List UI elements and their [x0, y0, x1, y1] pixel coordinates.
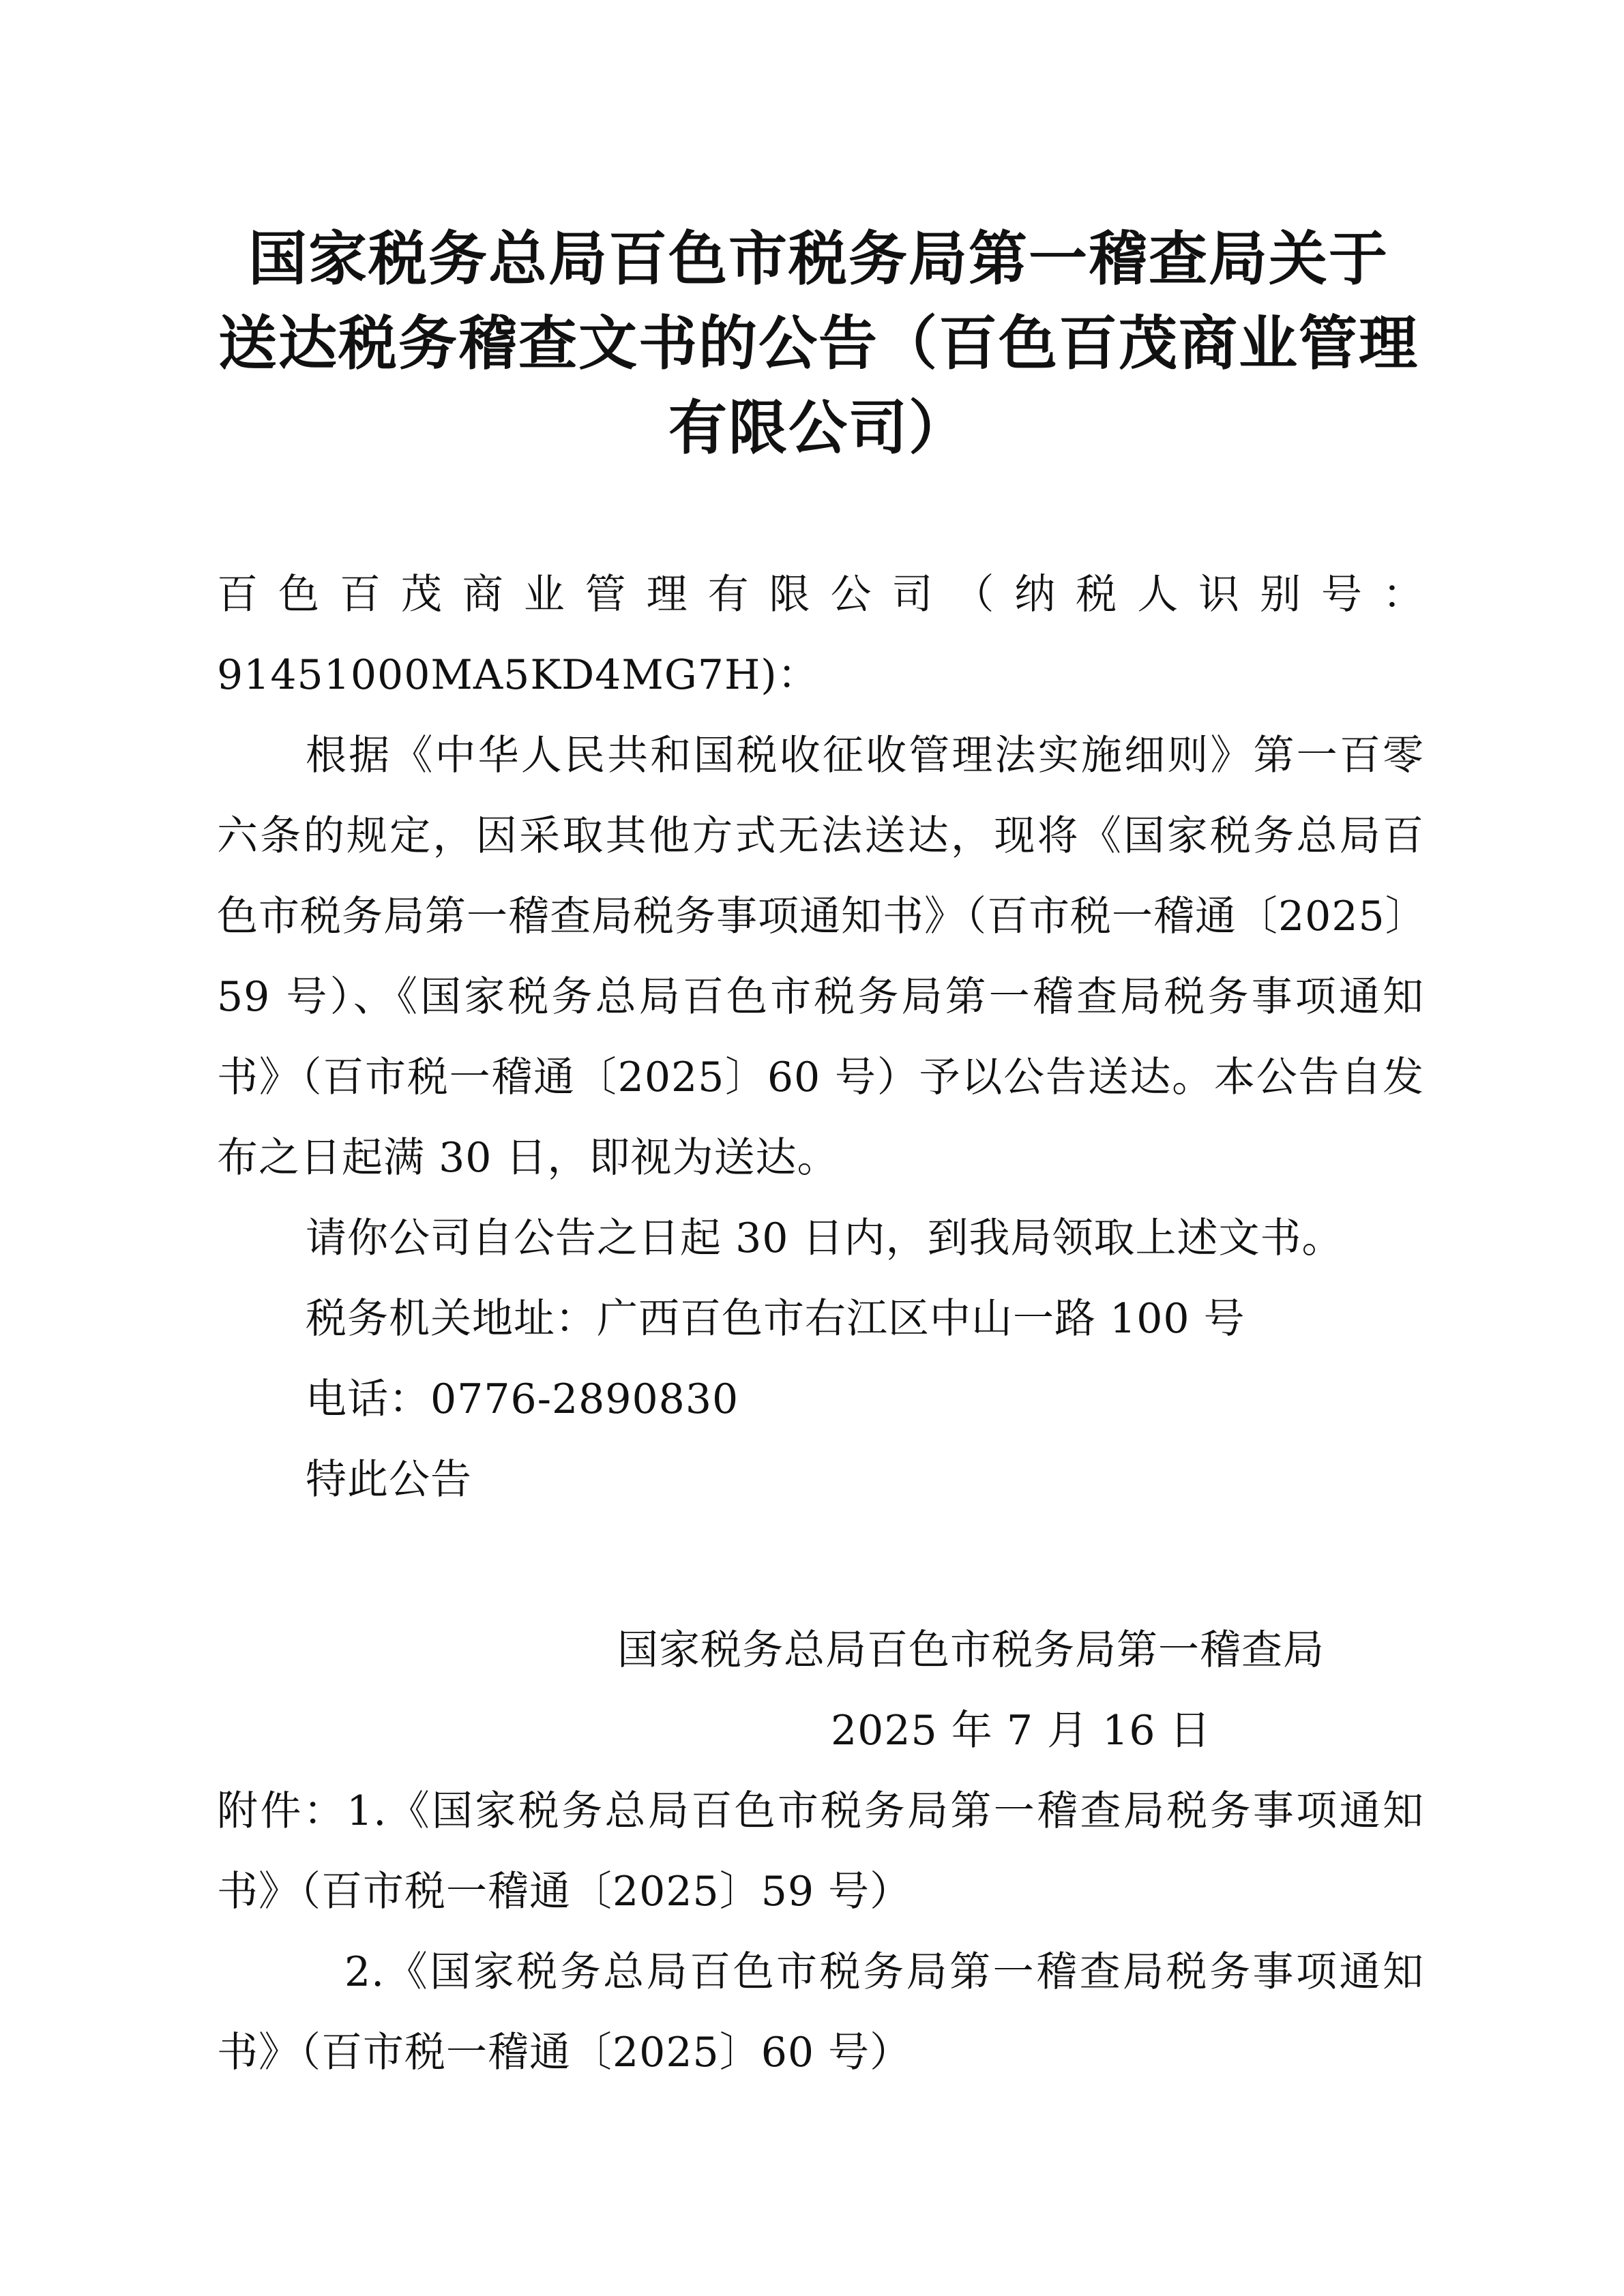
addressee-line-2: 91451000MA5KD4MG7H)：	[217, 651, 819, 699]
body-para1-line-5: 书》（百市税一稽通〔2025〕60 号）予以公告送达。本公告自发	[217, 1054, 1424, 1101]
tax-office-address: 税务机关地址：广西百色市右江区中山一路 100 号	[306, 1295, 1245, 1343]
body-para1-line-6: 布之日起满 30 日，即视为送达。	[217, 1134, 839, 1182]
closing-phrase: 特此公告	[306, 1456, 472, 1504]
attachment-2-line-2: 书》（百市税一稽通〔2025〕60 号）	[217, 2029, 912, 2076]
body-para1-line-2: 六条的规定，因采取其他方式无法送达，现将《国家税务总局百	[217, 812, 1424, 860]
body-para1-line-1: 根据《中华人民共和国税收征收管理法实施细则》第一百零	[306, 732, 1424, 779]
title-line-3: 有限公司）	[668, 394, 969, 462]
attachment-1-line-2: 书》（百市税一稽通〔2025〕59 号）	[217, 1868, 912, 1915]
attachment-1-line-1: 附件：1.《国家税务总局百色市税务局第一稽查局税务事项通知	[217, 1787, 1424, 1835]
title-line-2: 送达税务稽查文书的公告（百色百茂商业管理	[218, 310, 1419, 378]
notice-title	[205, 217, 1432, 471]
body-para1-line-4: 59 号）、《国家税务总局百色市税务局第一稽查局税务事项通知	[217, 973, 1424, 1021]
attachment-2-line-1: 2.《国家税务总局百色市税务局第一稽查局税务事项通知	[344, 1948, 1424, 1996]
body-para1-line-3: 色市税务局第一稽查局税务事项通知书》（百市税一稽通〔2025〕	[217, 893, 1427, 940]
addressee-line-1: 百色百茂商业管理有限公司（纳税人识别号：	[217, 571, 1424, 618]
title-line-1: 国家税务总局百色市税务局第一稽查局关于	[248, 225, 1389, 293]
tax-office-phone: 电话：0776-2890830	[306, 1375, 739, 1423]
body-para2: 请你公司自公告之日起 30 日内，到我局领取上述文书。	[306, 1214, 1344, 1262]
signature-date: 2025 年 7 月 16 日	[831, 1707, 1211, 1755]
signature-org: 国家税务总局百色市税务局第一稽查局	[617, 1626, 1325, 1674]
